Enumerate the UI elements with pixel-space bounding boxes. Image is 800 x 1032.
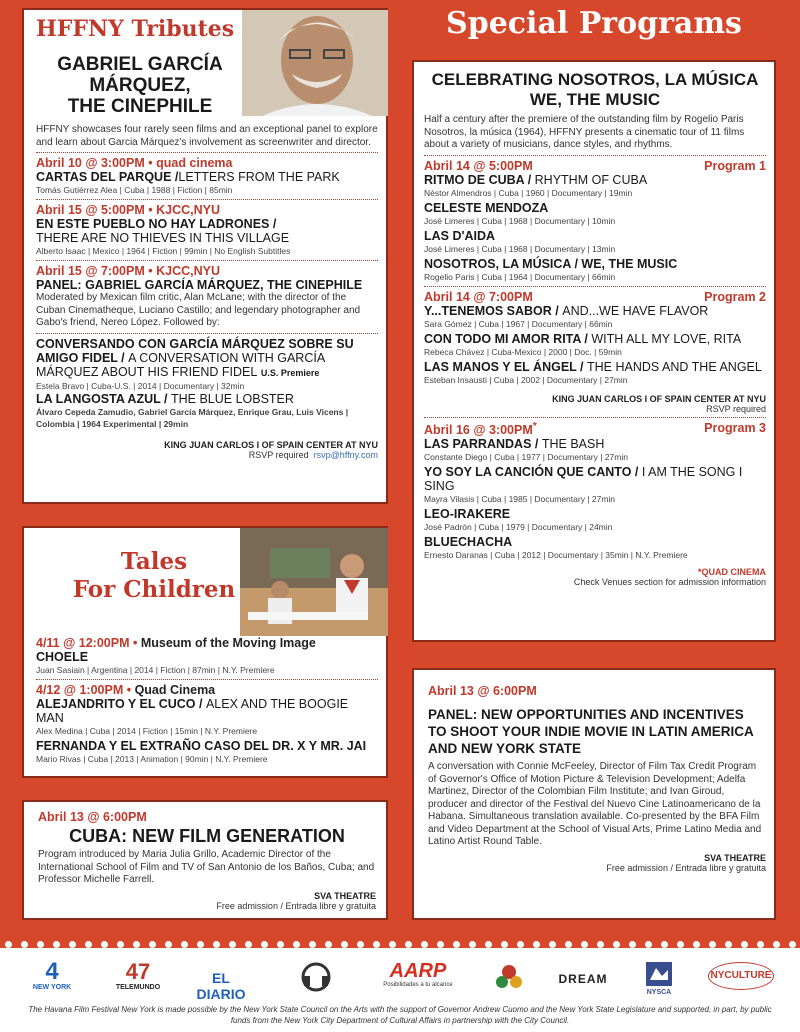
event-date: 4/12 @ 1:00PM • Quad Cinema — [36, 683, 216, 697]
film-meta: Alex Medina | Cuba | 2014 | Fiction | 15min | N.Y. Premiere — [36, 726, 258, 736]
border-dot — [389, 941, 396, 948]
panel-title: PANEL: GABRIEL GARCÍA MÁRQUEZ, THE CINEPHILE — [36, 278, 363, 292]
border-dot — [309, 941, 316, 948]
film-title: FERNANDA Y EL EXTRAÑO CASO DEL DR. X Y MR. JAI — [36, 739, 367, 753]
border-dot — [229, 941, 236, 948]
border-dot — [325, 941, 332, 948]
border-dot — [373, 941, 380, 948]
border-dot — [645, 941, 652, 948]
cultural-institute-logo — [492, 962, 526, 995]
divider — [36, 679, 378, 680]
special-programs-header: Special Programs — [446, 6, 742, 41]
venue-name: SVA THEATRE — [704, 852, 766, 863]
border-dot — [261, 941, 268, 948]
film-title: LEO-IRAKERE — [424, 506, 511, 521]
film-meta: Tomás Gutiérrez Alea | Cuba | 1988 | Fiction | 85min — [36, 185, 233, 195]
film-meta: Juan Sasiain | Argentina | 2014 | Fiction | 87min | N.Y. Premiere — [36, 665, 275, 675]
film-meta: Rogelio Paris | Cuba | 1964 | Documentary | 66min — [424, 271, 616, 282]
film-title: NOSOTROS, LA MÚSICA / WE, THE MUSIC — [424, 256, 678, 271]
film-meta: Estela Bravo | Cuba-U.S. | 2014 | Documentary | 32min — [36, 380, 245, 391]
film-meta: José Padrón | Cuba | 1979 | Documentary | 24min — [424, 521, 613, 532]
panel-description: A conversation with Connie McFeeley, Director of Film Tax Credit Program of Governor's Office of Motion Picture & Television Development; Adelfa Martinez, Director of the Colombian Film Institute; and Ivan Giroud, producer and director of the Festival del Nuevo Cine Latinoamericano de la Habana. Simultaneous translation available. Co-presented by the BFA Film and Video Department at the School of Visual Arts, Prime Latino Media and Latino Artist Round Table. — [428, 761, 762, 847]
border-dot — [581, 941, 588, 948]
premiere-badge: U.S. Premiere — [260, 367, 320, 378]
venue-name: KING JUAN CARLOS I OF SPAIN CENTER AT NYU — [552, 393, 766, 404]
border-dot — [533, 941, 540, 948]
border-dot — [165, 941, 172, 948]
divider — [36, 260, 378, 261]
event-venue: quad cinema — [156, 156, 233, 170]
film-title: CHOELE — [36, 650, 89, 664]
divider — [424, 155, 766, 156]
border-dot — [469, 941, 476, 948]
divider — [424, 286, 766, 287]
classroom-photo — [240, 528, 388, 636]
border-dot — [773, 941, 780, 948]
border-dot — [453, 941, 460, 948]
event-date: 4/11 @ 12:00PM • Museum of the Moving Image — [36, 636, 316, 650]
border-dot — [245, 941, 252, 948]
border-dot — [69, 941, 76, 948]
border-dot — [293, 941, 300, 948]
venue-name: SVA THEATRE — [314, 890, 376, 901]
border-dot — [21, 941, 28, 948]
divider — [424, 417, 766, 418]
divider — [36, 152, 378, 153]
border-dot — [693, 941, 700, 948]
telemundo-logo: 47 TELEMUNDO — [115, 959, 161, 991]
border-dot — [757, 941, 764, 948]
film-title: RITMO DE CUBA / RHYTHM OF CUBA — [424, 172, 648, 187]
border-dot — [357, 941, 364, 948]
event-date: Abril 15 @ 5:00PM • KJCC,NYU — [36, 203, 220, 217]
cuba-title: CUBA: NEW FILM GENERATION — [69, 826, 345, 846]
border-dot — [181, 941, 188, 948]
border-dot — [741, 941, 748, 948]
border-dot — [437, 941, 444, 948]
film-meta: Mario Rivas | Cuba | 2013 | Animation | 90min | N.Y. Premiere — [36, 754, 268, 764]
special-title-line: CELEBRATING NOSOTROS, LA MÚSICA — [431, 70, 759, 89]
border-dot — [613, 941, 620, 948]
film-title: ALEJANDRITO Y EL CUCO / ALEX AND THE BOOGIE MAN — [36, 697, 349, 725]
border-dot — [85, 941, 92, 948]
tributes-intro: HFFNY showcases four rarely seen films and an exceptional panel to explore and learn about Garcia Márquez's involvement as screenwriter and director. — [36, 124, 378, 148]
border-dot — [709, 941, 716, 948]
event-venue: KJCC,NYU — [156, 203, 220, 217]
border-dot — [501, 941, 508, 948]
border-dot — [677, 941, 684, 948]
border-dot — [53, 941, 60, 948]
divider — [36, 199, 378, 200]
border-dot — [117, 941, 124, 948]
film-meta: Néstor Almendros | Cuba | 1960 | Documentary | 19min — [424, 187, 633, 198]
border-dot — [661, 941, 668, 948]
border-dot — [517, 941, 524, 948]
border-dot — [725, 941, 732, 948]
check-venues-note: Check Venues section for admission information — [573, 576, 766, 587]
el-diario-logo: EL DIARIO — [196, 970, 246, 1002]
border-dot — [597, 941, 604, 948]
border-dot — [37, 941, 44, 948]
border-dot — [341, 941, 348, 948]
special-intro: Half a century after the premiere of the outstanding film by Rogelio Paris Nosotros, la música (1964), HFFNY presents a cinematic tour of 11 films about a variety of musicians, dance styles, and rhythms. — [424, 114, 745, 150]
tributes-header: HFFNY Tributes — [36, 16, 235, 42]
film-title: CELESTE MENDOZA — [424, 200, 549, 215]
film-meta: Esteban Insausti | Cuba | 2002 | Documentary | 27min — [424, 374, 628, 385]
children-panel — [22, 526, 388, 778]
film-meta: Alberto Isaac | Mexico | 1964 | Fiction | 99min | No English Subtitles — [36, 246, 291, 256]
border-dot — [133, 941, 140, 948]
tributes-title-line: THE CINEPHILE — [67, 96, 213, 117]
border-dot — [197, 941, 204, 948]
border-dot — [421, 941, 428, 948]
border-dot — [213, 941, 220, 948]
opportunities-panel — [412, 668, 776, 920]
event-venue: Museum of the Moving Image — [140, 636, 316, 650]
event-date: Abril 16 @ 3:00PM* — [424, 420, 537, 437]
film-meta: Mayra Vilasis | Cuba | 1985 | Documentary | 27min — [424, 493, 616, 504]
cuba-description: Program introduced by Maria Julia Grillo, Academic Director of the International School of Film and TV of San Antonio de los Baños, Cuba; and Professor Michelle Farrell. — [38, 849, 375, 885]
film-meta: José Limeres | Cuba | 1968 | Documentary | 13min — [424, 243, 616, 254]
radio-logo — [296, 962, 336, 995]
film-meta: Constante Diego | Cuba | 1977 | Documentary | 27min — [424, 451, 628, 462]
event-venue: KJCC,NYU — [156, 264, 220, 278]
panel-title: PANEL: NEW OPPORTUNITIES AND INCENTIVES TO SHOOT YOUR INDIE MOVIE IN LATIN AMERICA AND NEW YORK STATE — [428, 707, 754, 756]
divider — [36, 333, 378, 334]
border-dot — [5, 941, 12, 948]
film-title: LAS PARRANDAS / THE BASH — [424, 436, 605, 451]
film-title: CARTAS DEL PARQUE /LETTERS FROM THE PARK — [36, 170, 340, 184]
film-meta: José Limeres | Cuba | 1968 | Documentary | 10min — [424, 215, 616, 226]
program-label: Program 1 — [704, 158, 766, 173]
panel-description: Moderated by Mexican film critic, Alan McLane; with the director of the Cuban Cinematheque, Luciano Castillo; and legendary photographer and Gabo's friend, Nereo López. Followed by: — [36, 292, 361, 328]
film-meta: Sara Gómez | Cuba | 1967 | Documentary | 66min — [424, 318, 613, 329]
border-dot — [789, 941, 796, 948]
special-programs-panel — [412, 60, 776, 642]
film-title: LA LANGOSTA AZUL / THE BLUE LOBSTER — [36, 391, 294, 406]
quad-cinema-note: *QUAD CINEMA — [697, 566, 766, 577]
event-date: Abril 13 @ 6:00PM — [38, 810, 147, 824]
dream-logo: DREAM — [558, 972, 608, 986]
nysca-logo: NYSCA — [644, 962, 674, 996]
garcia-marquez-photo — [242, 10, 388, 116]
film-title: CON TODO MI AMOR RITA / WITH ALL MY LOVE, RITA — [424, 331, 742, 346]
event-date: Abril 15 @ 7:00PM • KJCC,NYU — [36, 264, 220, 278]
border-dot — [485, 941, 492, 948]
program-label: Program 3 — [704, 420, 766, 435]
admission-line: Free admission / Entrada libre y gratuita — [216, 900, 376, 911]
border-dot — [565, 941, 572, 948]
special-title-line: WE, THE MUSIC — [529, 90, 661, 109]
film-meta: Álvaro Cepeda Zamudio, Gabriel García Márquez, Enrique Grau, Luis Vicens | Colombia | 1964 Experimental | 29min — [36, 406, 349, 429]
tributes-title-line: MÁRQUEZ, — [89, 75, 191, 96]
rsvp-email-link[interactable]: rsvp@hffny.com — [313, 449, 378, 460]
nyculture-logo: NYCULTURE — [708, 962, 774, 990]
film-title: LAS MANOS Y EL ÁNGEL / THE HANDS AND THE ANGEL — [424, 359, 762, 374]
funding-credit: The Havana Film Festival New York is made possible by the New York State Council on the Arts with the support of Governor Andrew Cuomo and the New York State Legislature and supported, in part, by public funds from the New York City Department of Cultural Affairs in partnership with the City Council. — [28, 1005, 772, 1025]
film-title: EN ESTE PUEBLO NO HAY LADRONES / THERE ARE NO THIEVES IN THIS VILLAGE — [36, 217, 290, 245]
border-dot — [549, 941, 556, 948]
nbc-logo: 4 NEW YORK — [32, 958, 72, 991]
rsvp-line: RSVP required — [706, 403, 766, 414]
tributes-title-line: GABRIEL GARCÍA — [57, 54, 223, 75]
border-dot — [277, 941, 284, 948]
venue-name: KING JUAN CARLOS I OF SPAIN CENTER AT NYU — [164, 439, 378, 450]
children-header: For Children — [72, 576, 236, 603]
special-title — [424, 70, 766, 110]
border-dot — [149, 941, 156, 948]
program-label: Program 2 — [704, 289, 766, 304]
border-dot — [629, 941, 636, 948]
film-title: LAS D'AIDA — [424, 228, 496, 243]
border-dot — [405, 941, 412, 948]
film-title: YO SOY LA CANCIÓN QUE CANTO / I AM THE SONG I SING — [424, 464, 743, 493]
admission-line: Free admission / Entrada libre y gratuita — [606, 862, 766, 873]
tributes-panel — [22, 8, 388, 504]
event-venue: Quad Cinema — [134, 683, 216, 697]
cuba-panel — [22, 800, 388, 920]
film-title: CONVERSANDO CON GARCÍA MÁRQUEZ SOBRE SU AMIGO FIDEL / A CONVERSATION WITH GARCÍA MÁRQUEZ ABOUT HIS FRIEND FIDEL U.S. Premiere — [36, 336, 354, 379]
film-meta: Rebeca Chávez | Cuba-Mexico | 2000 | Doc. | 59min — [424, 346, 622, 357]
film-meta: Ernesto Daranas | Cuba | 2012 | Documentary | 35min | N.Y. Premiere — [424, 549, 688, 560]
event-date: Abril 14 @ 5:00PM — [424, 158, 533, 173]
event-date: Abril 13 @ 6:00PM — [428, 684, 537, 698]
aarp-logo: AARP Posibilidades a tu alcance — [383, 960, 453, 988]
film-title: BLUECHACHA — [424, 534, 513, 549]
tributes-title — [40, 54, 240, 117]
event-date: Abril 10 @ 3:00PM • quad cinema — [36, 156, 233, 170]
film-title: Y...TENEMOS SABOR / AND...WE HAVE FLAVOR — [424, 303, 709, 318]
border-dot — [101, 941, 108, 948]
children-header: Tales — [120, 548, 188, 575]
rsvp-line: RSVP required rsvp@hffny.com — [248, 449, 378, 460]
event-date: Abril 14 @ 7:00PM — [424, 289, 533, 304]
